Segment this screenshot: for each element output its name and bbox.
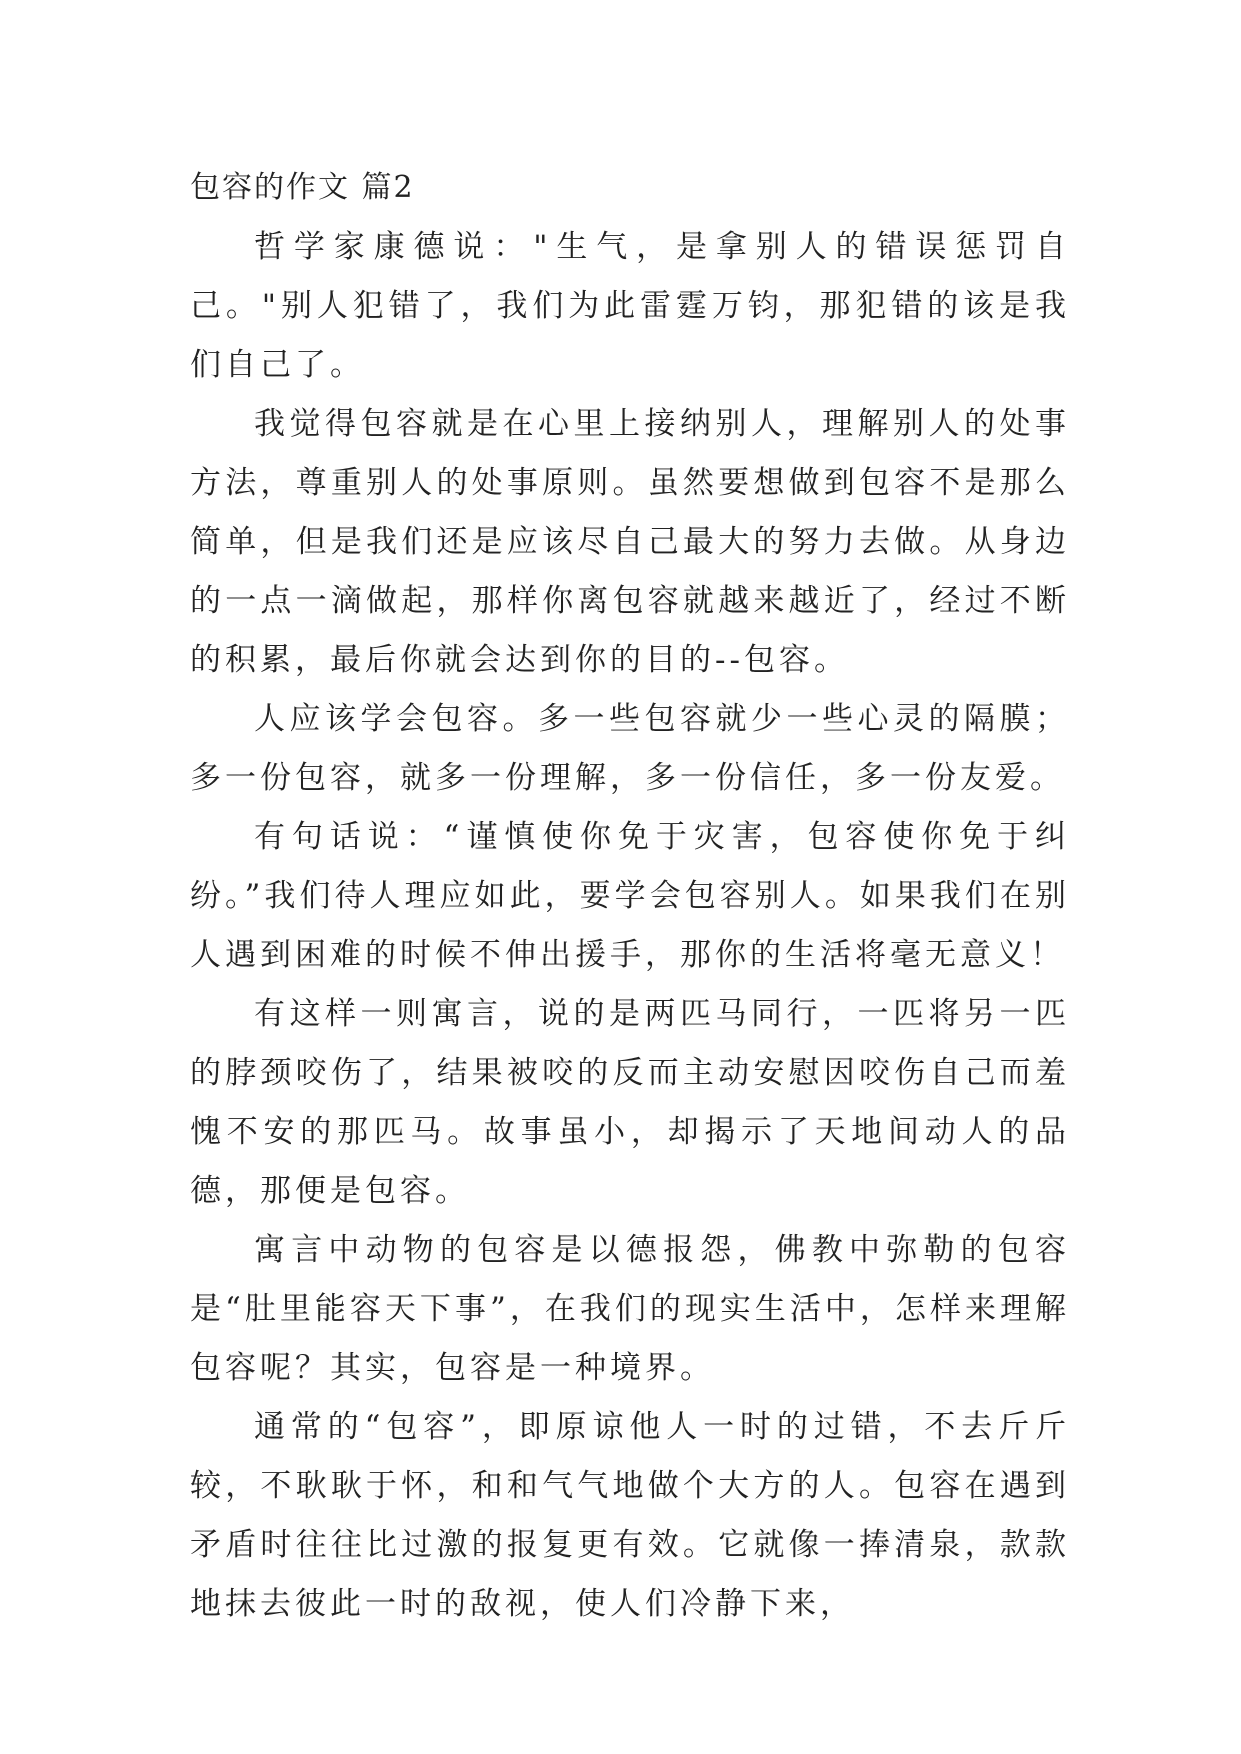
paragraph-6: 寓言中动物的包容是以德报怨，佛教中弥勒的包容是“肚里能容天下事”，在我们的现实生活中，怎样来理解包容呢？其实，包容是一种境界。: [190, 1232, 1070, 1386]
paragraph-5: 有这样一则寓言，说的是两匹马同行，一匹将另一匹的脖颈咬伤了，结果被咬的反而主动安慰因咬伤自己而羞愧不安的那匹马。故事虽小，却揭示了天地间动人的品德，那便是包容。: [190, 996, 1070, 1209]
document-title: 包容的作文 篇2: [190, 170, 415, 205]
paragraph-3: 人应该学会包容。多一些包容就少一些心灵的隔膜；多一份包容，就多一份理解，多一份信任，多一份友爱。: [190, 701, 1070, 796]
paragraph-7: 通常的“包容”，即原谅他人一时的过错，不去斤斤较，不耿耿于怀，和和气气地做个大方的人。包容在遇到矛盾时往往比过激的报复更有效。它就像一捧清泉，款款地抹去彼此一时的敌视，使人们冷静下来，: [190, 1409, 1070, 1622]
paragraph-1: 哲学家康德说："生气，是拿别人的错误惩罚自己。"别人犯错了，我们为此雷霆万钧，那犯错的该是我们自己了。: [190, 229, 1070, 383]
paragraph-2: 我觉得包容就是在心里上接纳别人，理解别人的处事方法，尊重别人的处事原则。虽然要想做到包容不是那么简单，但是我们还是应该尽自己最大的努力去做。从身边的一点一滴做起，那样你离包容就越来越近了，经过不断的积累，最后你就会达到你的目的--包容。: [190, 406, 1070, 678]
paragraph-4: 有句话说：“谨慎使你免于灾害，包容使你免于纠纷。”我们待人理应如此，要学会包容别人。如果我们在别人遇到困难的时候不伸出援手，那你的生活将毫无意义！: [190, 819, 1070, 973]
document-body: [190, 160, 1070, 1634]
